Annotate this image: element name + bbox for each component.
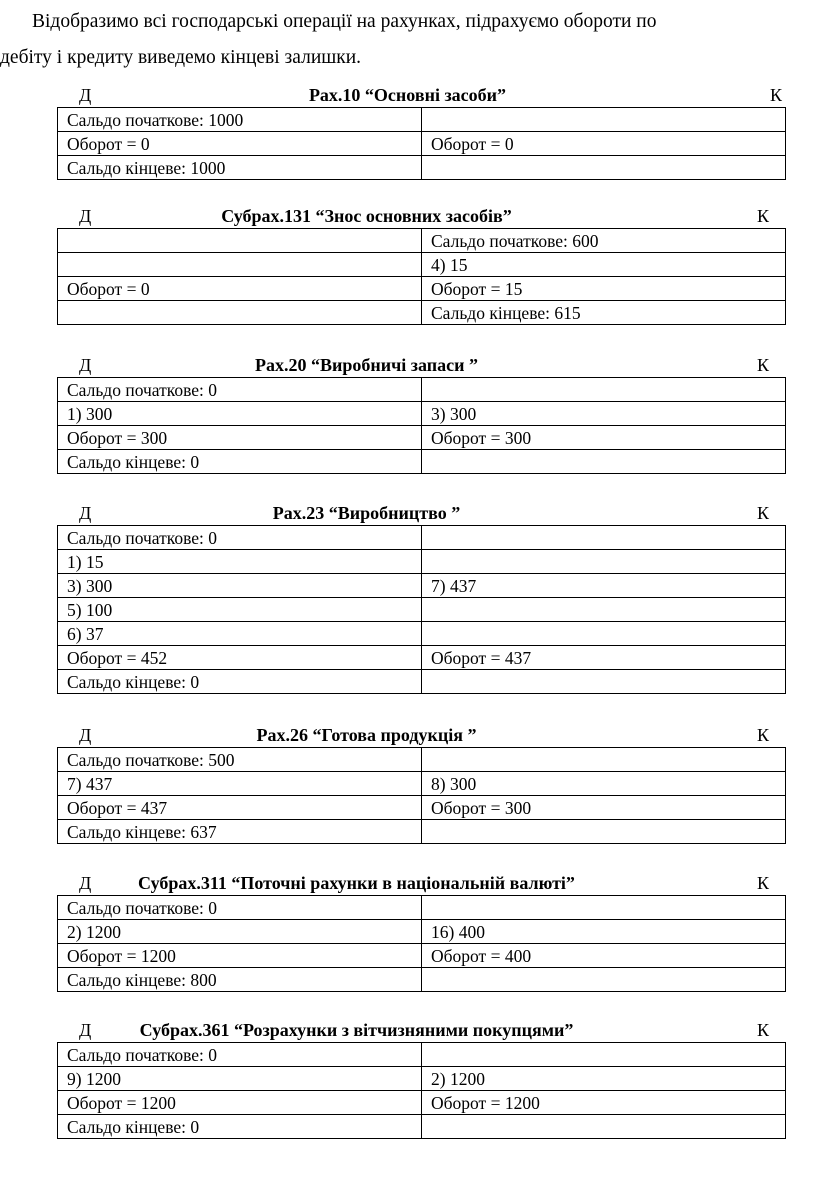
account-title: Субрах.311 “Поточні рахунки в національній валюті” <box>138 873 575 893</box>
debit-cell: Сальдо кінцеве: 800 <box>58 968 422 992</box>
credit-cell: Оборот = 437 <box>422 646 786 670</box>
table-row <box>58 944 786 968</box>
credit-cell: Сальдо кінцеве: 615 <box>422 301 786 325</box>
account-header <box>57 85 786 107</box>
debit-cell: 7) 437 <box>58 772 422 796</box>
debit-cell: Сальдо кінцеве: 0 <box>58 1115 422 1139</box>
credit-cell <box>422 526 786 550</box>
table-row <box>58 896 786 920</box>
table-row <box>58 550 786 574</box>
debit-cell: Оборот = 300 <box>58 426 422 450</box>
table-row <box>58 1115 786 1139</box>
credit-cell <box>422 748 786 772</box>
account-title: Субрах.131 “Знос основних засобів” <box>221 206 512 226</box>
table-row <box>58 378 786 402</box>
debit-mark: Д <box>79 206 92 226</box>
account-header <box>57 503 786 525</box>
credit-cell <box>422 670 786 694</box>
credit-cell: Оборот = 400 <box>422 944 786 968</box>
account-table <box>57 1042 786 1139</box>
table-row <box>58 1043 786 1067</box>
debit-cell: Сальдо початкове: 500 <box>58 748 422 772</box>
debit-cell: 2) 1200 <box>58 920 422 944</box>
table-row <box>58 820 786 844</box>
credit-cell: Оборот = 0 <box>422 132 786 156</box>
account-t-table <box>57 873 786 992</box>
debit-mark: Д <box>79 725 92 745</box>
credit-cell: 3) 300 <box>422 402 786 426</box>
account-title: Рах.23 “Виробництво ” <box>272 503 461 523</box>
credit-cell: Сальдо початкове: 600 <box>422 229 786 253</box>
credit-mark: К <box>757 1020 770 1040</box>
credit-cell <box>422 968 786 992</box>
credit-cell <box>422 1043 786 1067</box>
account-table <box>57 747 786 844</box>
credit-cell: Оборот = 15 <box>422 277 786 301</box>
debit-mark: Д <box>79 873 92 893</box>
table-row <box>58 132 786 156</box>
account-table <box>57 107 786 180</box>
account-header <box>57 206 786 228</box>
debit-cell <box>58 253 422 277</box>
credit-mark: К <box>757 355 770 375</box>
account-title: Рах.26 “Готова продукція ” <box>256 725 477 745</box>
account-t-table <box>57 503 786 694</box>
account-table <box>57 377 786 474</box>
debit-cell: Сальдо початкове: 0 <box>58 378 422 402</box>
table-row <box>58 229 786 253</box>
debit-cell: Оборот = 0 <box>58 132 422 156</box>
credit-mark: К <box>770 85 783 105</box>
account-title: Рах.10 “Основні засоби” <box>308 85 507 105</box>
table-row <box>58 526 786 550</box>
table-row <box>58 646 786 670</box>
debit-cell: Сальдо кінцеве: 637 <box>58 820 422 844</box>
debit-mark: Д <box>79 355 92 375</box>
credit-cell <box>422 622 786 646</box>
table-row <box>58 108 786 132</box>
credit-cell <box>422 378 786 402</box>
debit-cell: 9) 1200 <box>58 1067 422 1091</box>
table-row <box>58 253 786 277</box>
debit-mark: Д <box>79 503 92 523</box>
credit-cell <box>422 820 786 844</box>
account-table <box>57 895 786 992</box>
table-row <box>58 920 786 944</box>
table-row <box>58 1091 786 1115</box>
credit-mark: К <box>757 725 770 745</box>
table-row <box>58 450 786 474</box>
table-row <box>58 277 786 301</box>
credit-cell: 2) 1200 <box>422 1067 786 1091</box>
credit-cell: Оборот = 300 <box>422 426 786 450</box>
credit-cell <box>422 1115 786 1139</box>
account-t-table <box>57 206 786 325</box>
table-row <box>58 622 786 646</box>
credit-cell: 16) 400 <box>422 920 786 944</box>
credit-cell <box>422 108 786 132</box>
account-header <box>57 873 786 895</box>
debit-cell <box>58 301 422 325</box>
debit-cell: Оборот = 1200 <box>58 944 422 968</box>
debit-mark: Д <box>79 1020 92 1040</box>
credit-cell: Оборот = 1200 <box>422 1091 786 1115</box>
intro-line-2: дебіту і кредиту виведемо кінцеві залишки. <box>0 47 362 68</box>
table-row <box>58 426 786 450</box>
account-table <box>57 525 786 694</box>
debit-cell: Сальдо кінцеве: 0 <box>58 450 422 474</box>
table-row <box>58 598 786 622</box>
credit-cell: 8) 300 <box>422 772 786 796</box>
debit-cell: Сальдо кінцеве: 0 <box>58 670 422 694</box>
table-row <box>58 156 786 180</box>
account-header <box>57 1020 786 1042</box>
debit-cell: 3) 300 <box>58 574 422 598</box>
debit-mark: Д <box>79 85 92 105</box>
table-row <box>58 772 786 796</box>
account-title: Субрах.361 “Розрахунки з вітчизняними покупцями” <box>139 1020 574 1040</box>
account-t-table <box>57 85 786 180</box>
table-row <box>58 402 786 426</box>
credit-cell: Оборот = 300 <box>422 796 786 820</box>
table-row <box>58 748 786 772</box>
intro-line-1: Відобразимо всі господарські операції на рахунках, підрахуємо обороти по <box>32 11 657 32</box>
account-t-table <box>57 355 786 474</box>
debit-cell: Оборот = 452 <box>58 646 422 670</box>
debit-cell: Оборот = 0 <box>58 277 422 301</box>
credit-cell: 7) 437 <box>422 574 786 598</box>
table-row <box>58 574 786 598</box>
credit-cell <box>422 156 786 180</box>
table-row <box>58 301 786 325</box>
table-row <box>58 968 786 992</box>
account-t-table <box>57 725 786 844</box>
credit-mark: К <box>757 206 770 226</box>
debit-cell: Оборот = 1200 <box>58 1091 422 1115</box>
debit-cell: 6) 37 <box>58 622 422 646</box>
account-title: Рах.20 “Виробничі запаси ” <box>254 355 478 375</box>
credit-cell: 4) 15 <box>422 253 786 277</box>
account-header <box>57 725 786 747</box>
debit-cell: 5) 100 <box>58 598 422 622</box>
intro-paragraph <box>0 4 816 76</box>
table-row <box>58 1067 786 1091</box>
account-header <box>57 355 786 377</box>
credit-mark: К <box>757 873 770 893</box>
credit-cell <box>422 450 786 474</box>
account-table <box>57 228 786 325</box>
account-t-table <box>57 1020 786 1139</box>
debit-cell: Сальдо початкове: 0 <box>58 1043 422 1067</box>
debit-cell: 1) 300 <box>58 402 422 426</box>
debit-cell: Оборот = 437 <box>58 796 422 820</box>
debit-cell: Сальдо кінцеве: 1000 <box>58 156 422 180</box>
credit-cell <box>422 598 786 622</box>
credit-mark: К <box>757 503 770 523</box>
debit-cell: 1) 15 <box>58 550 422 574</box>
credit-cell <box>422 896 786 920</box>
debit-cell <box>58 229 422 253</box>
credit-cell <box>422 550 786 574</box>
debit-cell: Сальдо початкове: 0 <box>58 526 422 550</box>
table-row <box>58 670 786 694</box>
table-row <box>58 796 786 820</box>
debit-cell: Сальдо початкове: 0 <box>58 896 422 920</box>
debit-cell: Сальдо початкове: 1000 <box>58 108 422 132</box>
